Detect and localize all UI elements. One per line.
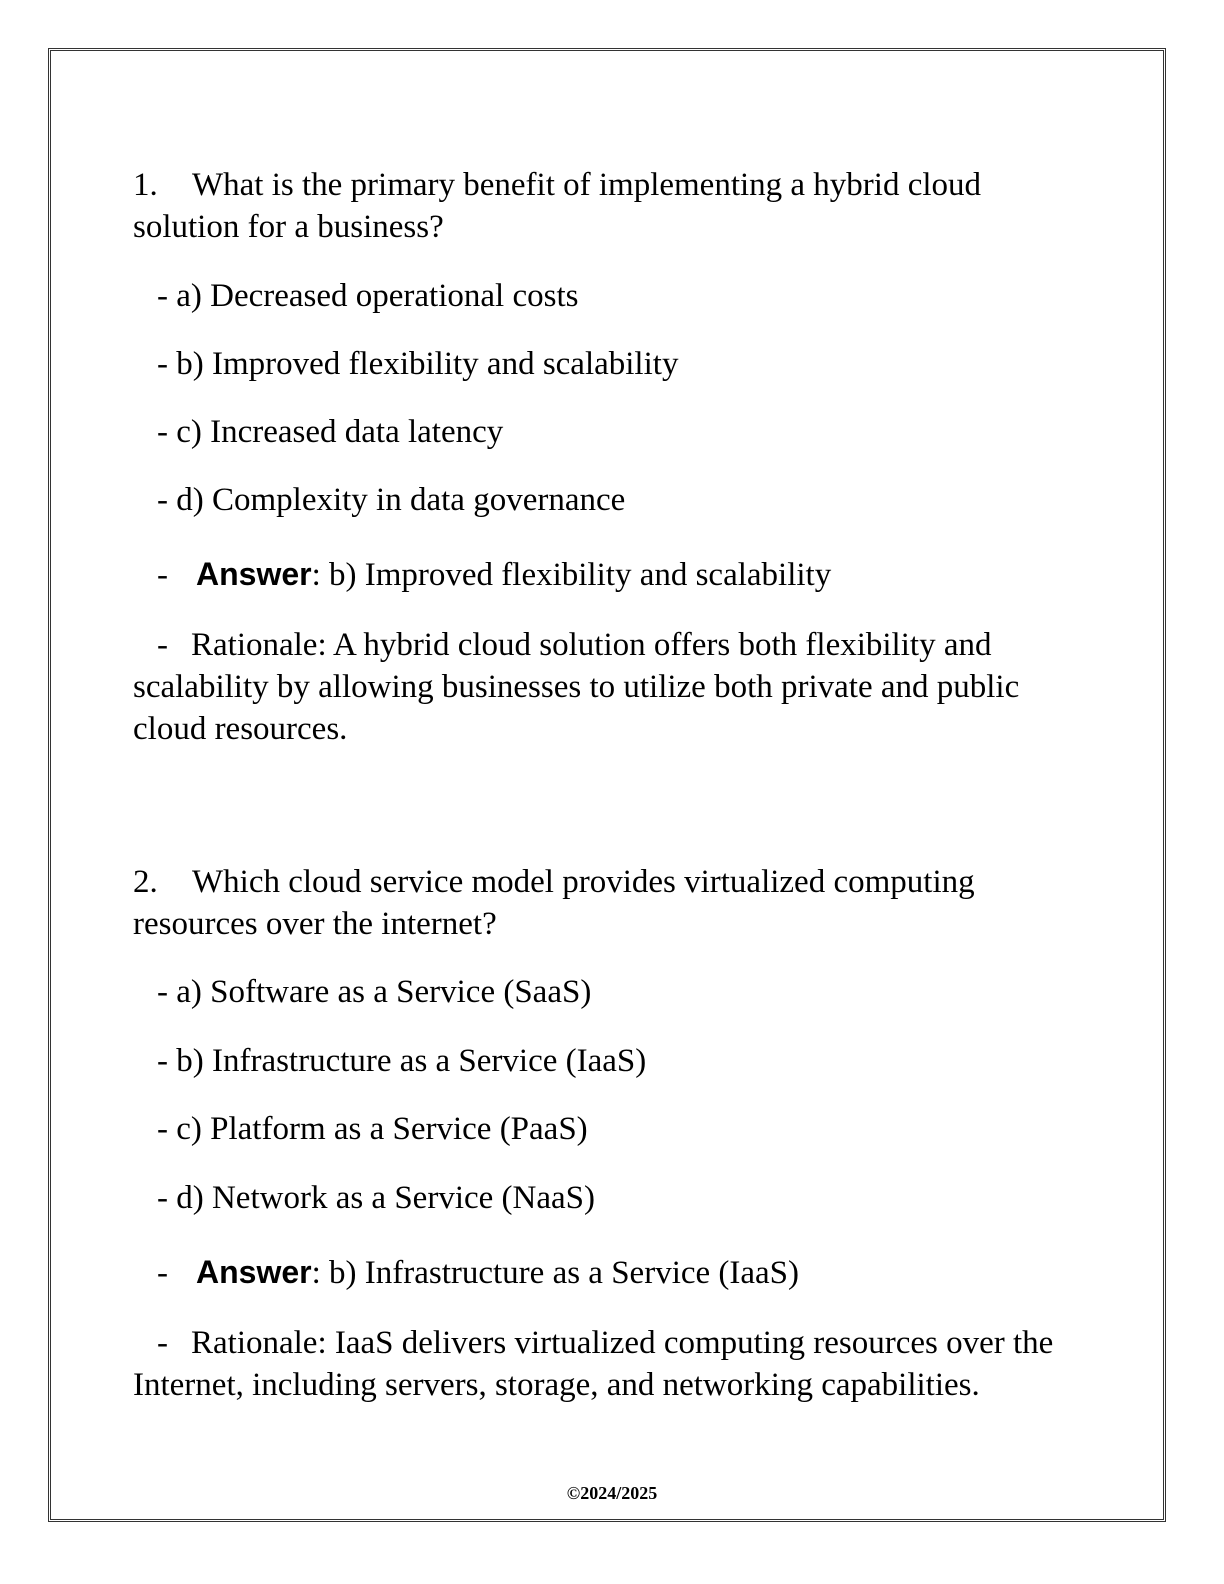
rationale (133, 624, 1093, 750)
answer-text: : b) Improved flexibility and scalability (311, 557, 832, 593)
option-c: - c) Increased data latency (157, 414, 504, 450)
answer-prefix: - (157, 1255, 168, 1291)
question-text: What is the primary benefit of implementing a hybrid cloud solution for a business? (133, 167, 982, 245)
option-a: - a) Software as a Service (SaaS) (157, 974, 592, 1010)
answer-line (133, 1251, 1093, 1294)
answer-prefix: - (157, 557, 168, 593)
question-block-1 (133, 164, 1093, 750)
answer-text: : b) Infrastructure as a Service (IaaS) (311, 1255, 800, 1291)
option-c: - c) Platform as a Service (PaaS) (157, 1111, 588, 1147)
option-b: - b) Infrastructure as a Service (IaaS) (157, 1043, 647, 1079)
option-b: - b) Improved flexibility and scalability (157, 346, 679, 382)
question-number: 2. (133, 864, 158, 900)
rationale-text: Rationale: IaaS delivers virtualized computing resources over the Internet, including servers, storage, and networking capabilities. (133, 1325, 1054, 1403)
question-text: Which cloud service model provides virtualized computing resources over the internet? (133, 864, 975, 942)
question-2 (133, 861, 1093, 945)
copyright-footer: ©2024/2025 (566, 1483, 658, 1503)
answer-label: Answer (196, 1254, 312, 1290)
rationale-dash: - (157, 627, 168, 663)
rationale-text: Rationale: A hybrid cloud solution offers both flexibility and scalability by allowing businesses to utilize both private and public cloud resources. (133, 627, 1020, 747)
question-block-2 (133, 861, 1093, 1406)
question-1 (133, 164, 1093, 248)
option-d: - d) Complexity in data governance (157, 482, 626, 518)
answer-label: Answer (196, 556, 312, 592)
rationale-dash: - (157, 1325, 168, 1361)
question-number: 1. (133, 167, 158, 203)
answer-line (133, 553, 1093, 596)
option-d: - d) Network as a Service (NaaS) (157, 1180, 595, 1216)
option-a: - a) Decreased operational costs (157, 278, 579, 314)
rationale (133, 1322, 1093, 1406)
document-body (133, 164, 1093, 1406)
